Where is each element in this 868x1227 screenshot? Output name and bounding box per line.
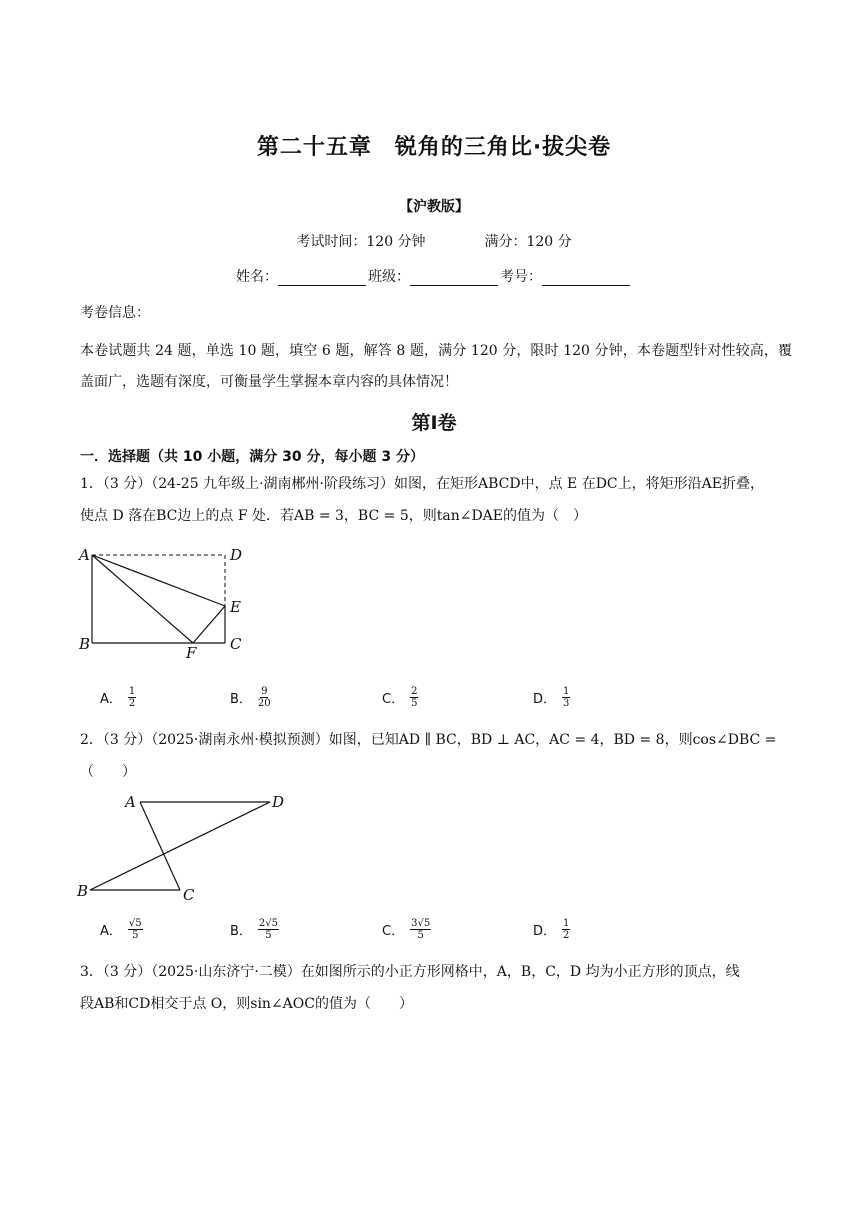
question-2-options bbox=[100, 918, 800, 948]
q2-option-d-letter: D． bbox=[533, 924, 557, 939]
fig2-label-b: B bbox=[77, 882, 89, 900]
q1-option-a-num: 1 bbox=[128, 686, 136, 697]
part-title: 第Ⅰ卷 bbox=[411, 412, 457, 434]
q2-option-a-num: √5 bbox=[128, 918, 142, 929]
fig2-label-d: D bbox=[272, 793, 285, 811]
q2-option-a-den: 5 bbox=[132, 930, 139, 941]
q2-option-a-letter: A． bbox=[100, 924, 122, 939]
q1-option-d-num: 1 bbox=[563, 686, 570, 697]
number-label: 考号： bbox=[500, 269, 542, 285]
question-3-text bbox=[80, 956, 792, 1020]
section-heading: 一．选择题（共 10 小题，满分 30 分，每小题 3 分） bbox=[80, 449, 424, 465]
info-text: 本卷试题共 24 题，单选 10 题，填空 6 题，解答 8 题，满分 120 分，限时 120 分钟，本卷题型针对性较高，覆盖面广，选题有深度，可衡量学生掌握本章内容的具体情况！ bbox=[80, 343, 792, 390]
q1-option-b-num: 9 bbox=[261, 686, 268, 697]
q2-option-c[interactable] bbox=[382, 918, 431, 941]
q1-option-c-letter: C． bbox=[382, 692, 405, 707]
q2-option-d-fraction bbox=[562, 918, 570, 941]
fig1-label-e: E bbox=[230, 598, 241, 616]
q1-option-c[interactable] bbox=[382, 686, 418, 709]
q1-option-a-den: 2 bbox=[128, 698, 136, 709]
q2-option-b-fraction bbox=[258, 918, 279, 941]
exam-time: 考试时间：120 分钟 bbox=[296, 234, 426, 250]
question-2-figure bbox=[72, 790, 302, 910]
q1-option-a-letter: A． bbox=[100, 692, 122, 707]
student-info-line bbox=[0, 266, 868, 286]
q1-option-a[interactable] bbox=[100, 686, 136, 709]
q2-option-c-letter: C． bbox=[382, 924, 405, 939]
question-3-line-1: 3．（3 分）（2025·山东济宁·二模）在如图所示的小正方形网格中，A，B，C，D 均为小正方形的顶点，线 bbox=[80, 964, 740, 980]
class-blank bbox=[410, 271, 498, 286]
q2-option-d-num: 1 bbox=[563, 918, 570, 929]
number-blank bbox=[542, 271, 630, 286]
q1-option-b-fraction bbox=[258, 686, 271, 709]
q1-option-d-den: 3 bbox=[563, 698, 570, 709]
q2-option-c-fraction bbox=[410, 918, 431, 941]
fig1-label-c: C bbox=[230, 635, 242, 653]
q2-option-a[interactable] bbox=[100, 918, 143, 941]
full-score: 满分：120 分 bbox=[484, 234, 572, 250]
question-2-line-1: 2．（3 分）（2025·湖南永州·模拟预测）如图，已知AD ∥ BC，BD ⊥ AC，AC = 4，BD = 8，则cos∠DBC = bbox=[80, 732, 777, 748]
name-label: 姓名： bbox=[236, 269, 278, 285]
fig1-edge-fe bbox=[193, 606, 225, 643]
fig2-edge-ac bbox=[140, 802, 180, 890]
q1-option-c-den: 5 bbox=[411, 698, 418, 709]
page-title: 第二十五章 锐角的三角比·拔尖卷 bbox=[256, 135, 612, 160]
q2-option-b-num: 2√5 bbox=[258, 918, 279, 929]
fig2-label-c: C bbox=[183, 886, 195, 904]
q2-option-a-fraction bbox=[128, 918, 143, 941]
fig1-label-d: D bbox=[230, 546, 243, 564]
q1-option-b[interactable] bbox=[230, 686, 271, 709]
fig2-edge-bd bbox=[90, 802, 270, 890]
q2-option-d-den: 2 bbox=[563, 930, 570, 941]
fig1-label-b: B bbox=[79, 635, 91, 653]
fig1-edge-ae bbox=[92, 555, 225, 606]
question-1-options bbox=[100, 686, 800, 716]
q2-option-c-den: 5 bbox=[417, 930, 424, 941]
q1-option-d-letter: D． bbox=[533, 692, 557, 707]
class-label: 班级： bbox=[368, 269, 410, 285]
question-3-line-2: 段AB和CD相交于点 O，则sin∠AOC的值为（ ） bbox=[80, 996, 413, 1012]
q1-option-d[interactable] bbox=[533, 686, 570, 709]
fig2-label-a: A bbox=[125, 793, 136, 811]
q2-option-b-letter: B． bbox=[230, 924, 252, 939]
name-blank bbox=[278, 271, 366, 286]
question-1-figure bbox=[70, 542, 260, 662]
q2-option-b[interactable] bbox=[230, 918, 279, 941]
q2-option-d[interactable] bbox=[533, 918, 570, 941]
fig1-label-a: A bbox=[79, 546, 90, 564]
question-1-text bbox=[80, 468, 792, 532]
question-2-line-2: （ ） bbox=[80, 764, 136, 780]
q1-option-d-fraction bbox=[562, 686, 570, 709]
q1-option-a-fraction bbox=[128, 686, 136, 709]
q1-option-b-letter: B． bbox=[230, 692, 252, 707]
question-1-line-1: 1．（3 分）（24-25 九年级上·湖南郴州·阶段练习）如图，在矩形ABCD中，点 E 在DC上，将矩形沿AE折叠， bbox=[80, 476, 764, 492]
question-2-text bbox=[80, 724, 792, 788]
exam-meta bbox=[0, 231, 868, 251]
edition-label: 【沪教版】 bbox=[399, 199, 469, 215]
question-1-line-2: 使点 D 落在BC边上的点 F 处．若AB = 3，BC = 5，则tan∠DAE的值为（ ） bbox=[80, 508, 588, 524]
fig1-label-f: F bbox=[186, 644, 197, 662]
q2-option-c-num: 3√5 bbox=[411, 918, 431, 929]
q1-option-c-fraction bbox=[410, 686, 418, 709]
fig1-edge-af bbox=[92, 555, 193, 643]
info-label: 考卷信息： bbox=[80, 305, 150, 321]
q2-option-b-den: 5 bbox=[265, 930, 272, 941]
q1-option-b-den: 20 bbox=[257, 698, 271, 709]
q1-option-c-num: 2 bbox=[411, 686, 418, 697]
